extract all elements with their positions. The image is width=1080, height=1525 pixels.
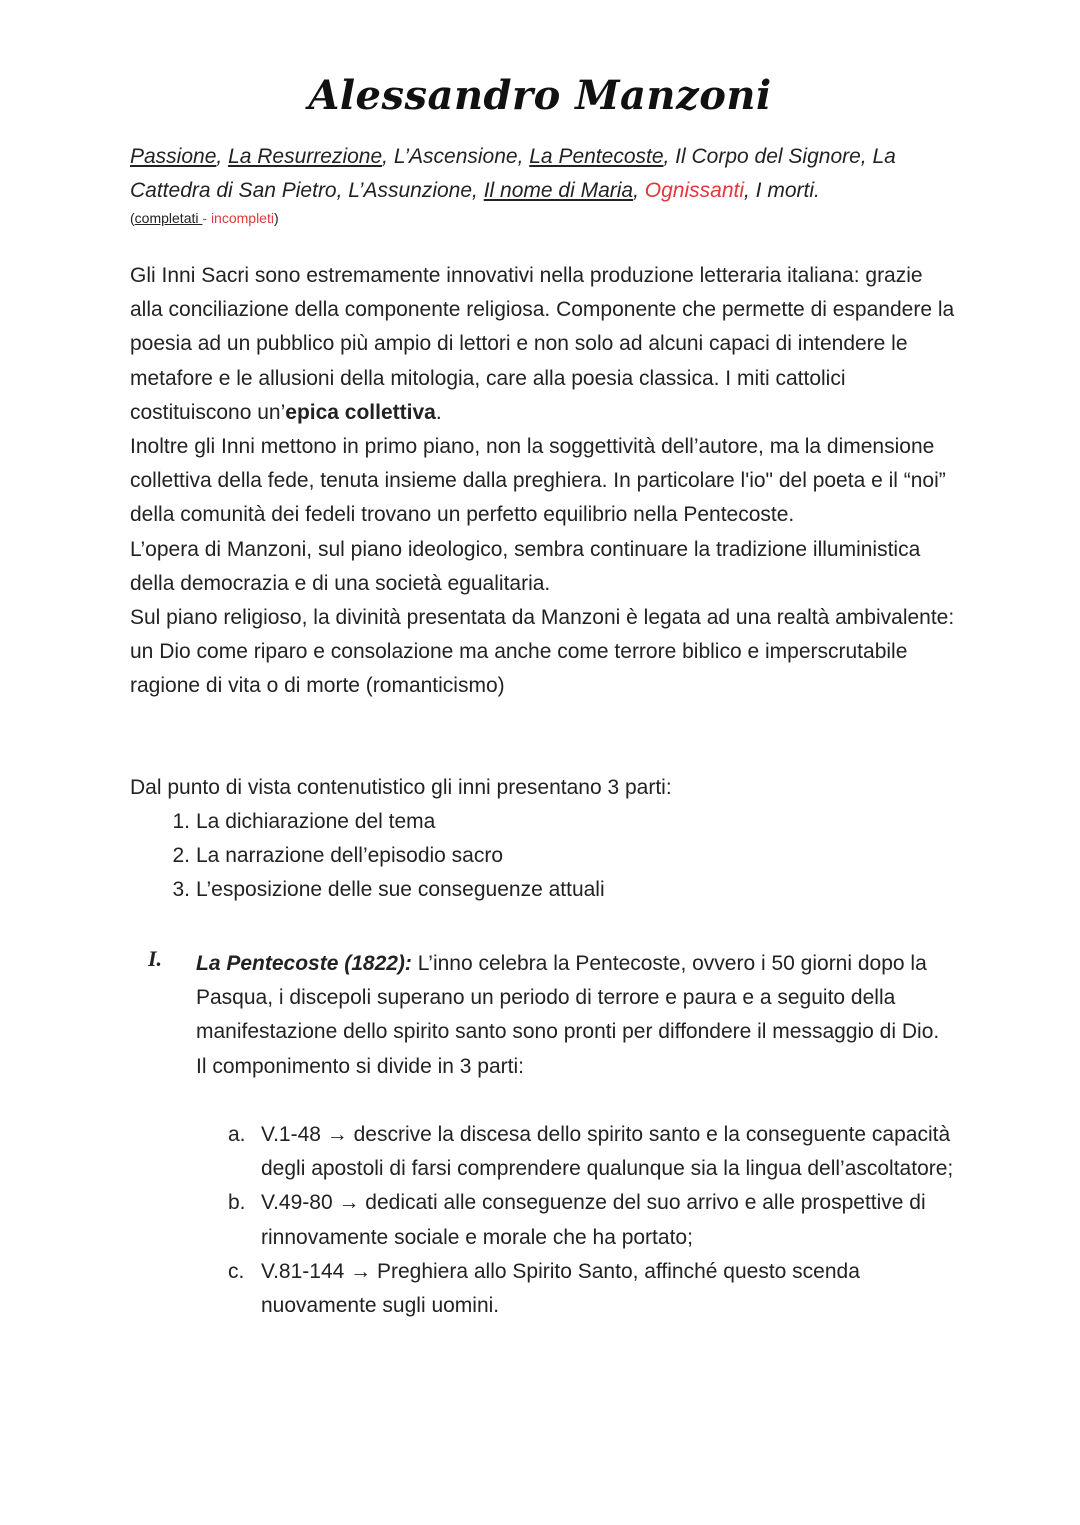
section-pentecoste xyxy=(196,947,956,1084)
hymn-pentecoste: La Pentecoste xyxy=(529,145,664,168)
list-letter: c. xyxy=(228,1259,245,1283)
parts-list xyxy=(130,805,960,908)
list-text: La narrazione dell’episodio sacro xyxy=(196,844,504,868)
parts-intro: Dal punto di vista contenutistico gli inni presentano 3 parti: xyxy=(130,776,672,799)
list-text: L’esposizione delle sue conseguenze attuali xyxy=(196,878,605,902)
legend-dash: - xyxy=(202,210,211,226)
hymn-i-morti: , I morti. xyxy=(744,179,820,202)
legend-incompleti: incompleti xyxy=(210,210,274,226)
section-number: I. xyxy=(148,946,163,971)
list-text: V.1-48 → descrive la discesa dello spirito santo e la conseguente capacità degli apostoli di farsi comprendere qualunque sia la lingua dell’ascoltatore; xyxy=(261,1123,954,1181)
paragraph-1-end: . xyxy=(435,400,442,424)
list-letter: a. xyxy=(228,1123,246,1146)
intro-text xyxy=(130,259,960,704)
hymn-resurrezione: La Resurrezione xyxy=(228,145,383,168)
paragraph-1-text: Gli Inni Sacri sono estremamente innovativi nella produzione letteraria italiana: grazie alla conciliazione della componente religiosa. Componente che permette di espandere la poesia ad un pubblico più ampio di lettori e non solo ad alcuni capaci di intendere le metafore e le allusioni della mitologia, care alla poesia classica. I miti cattolici costituiscono un’ xyxy=(130,264,955,424)
list-text: La dichiarazione del tema xyxy=(196,810,436,833)
list-item xyxy=(130,873,960,907)
hymn-corpo-del-signore: , Il Corpo del Signore, La xyxy=(663,145,896,168)
list-text: V.49-80 → dedicati alle conseguenze del suo arrivo e alle prospettive di rinnovamente sociale e morale che ha portato; xyxy=(261,1191,926,1249)
legend xyxy=(130,210,279,226)
hymn-passione: Passione xyxy=(130,145,217,168)
hymn-cattedra-assunzione: Cattedra di San Pietro, L’Assunzione, xyxy=(130,179,484,202)
page-title: Alessandro Manzoni xyxy=(308,72,772,119)
hymn-list-line-1 xyxy=(130,140,960,174)
list-number: 3. xyxy=(172,878,190,902)
list-item xyxy=(196,1255,956,1323)
section-description: L’inno celebra la Pentecoste, ovvero i 50 giorni dopo la Pasqua, i discepoli superano un periodo di terrore e paura e a seguito della manifestazione dello spirito santo sono pronti per diffondere il messaggio di Dio. xyxy=(196,952,940,1044)
section-heading: La Pentecoste (1822): xyxy=(196,952,412,975)
separator: , xyxy=(216,145,229,168)
hymn-nome-di-maria: Il nome di Maria xyxy=(483,179,634,202)
list-text: V.81-144 → Preghiera allo Spirito Santo, affinché questo scenda nuovamente sugli uomini. xyxy=(261,1259,860,1318)
separator: , xyxy=(633,179,645,202)
list-item xyxy=(196,1118,956,1186)
legend-paren: ) xyxy=(273,210,279,226)
hymn-ognissanti: Ognissanti xyxy=(644,179,744,202)
list-item xyxy=(196,1186,956,1254)
section-parts-list xyxy=(196,1118,956,1323)
list-item xyxy=(130,805,960,839)
list-letter: b. xyxy=(228,1191,246,1215)
hymn-ascensione: , L’Ascensione, xyxy=(382,145,530,168)
paragraph-3: L’opera di Manzoni, sul piano ideologico, sembra continuare la tradizione illuministica della democrazia e di una società egualitaria. xyxy=(130,537,921,595)
legend-paren: ( xyxy=(130,210,135,226)
legend-completati: completati xyxy=(134,210,203,226)
hymn-list-line-2 xyxy=(130,174,960,208)
list-number: 1. xyxy=(172,810,190,833)
list-item xyxy=(130,839,960,873)
paragraph-2: Inoltre gli Inni mettono in primo piano, non la soggettività dell’autore, ma la dimensione collettiva della fede, tenuta insieme dalla preghiera. In particolare l'io" del poeta e il “noi” della comunità dei fedeli trovano un perfetto equilibrio nella Pentecoste. xyxy=(130,435,946,527)
paragraph-1-bold: epica collettiva xyxy=(285,400,436,424)
paragraph-1 xyxy=(130,259,960,430)
section-divide: Il componimento si divide in 3 parti: xyxy=(196,1054,524,1078)
list-number: 2. xyxy=(172,844,190,868)
paragraph-4: Sul piano religioso, la divinità presentata da Manzoni è legata ad una realtà ambivalente: un Dio come riparo e consolazione ma anche come terrore biblico e imperscrutabile ragione di vita o di morte (romanticismo) xyxy=(130,606,955,698)
section-paragraph xyxy=(196,947,956,1050)
